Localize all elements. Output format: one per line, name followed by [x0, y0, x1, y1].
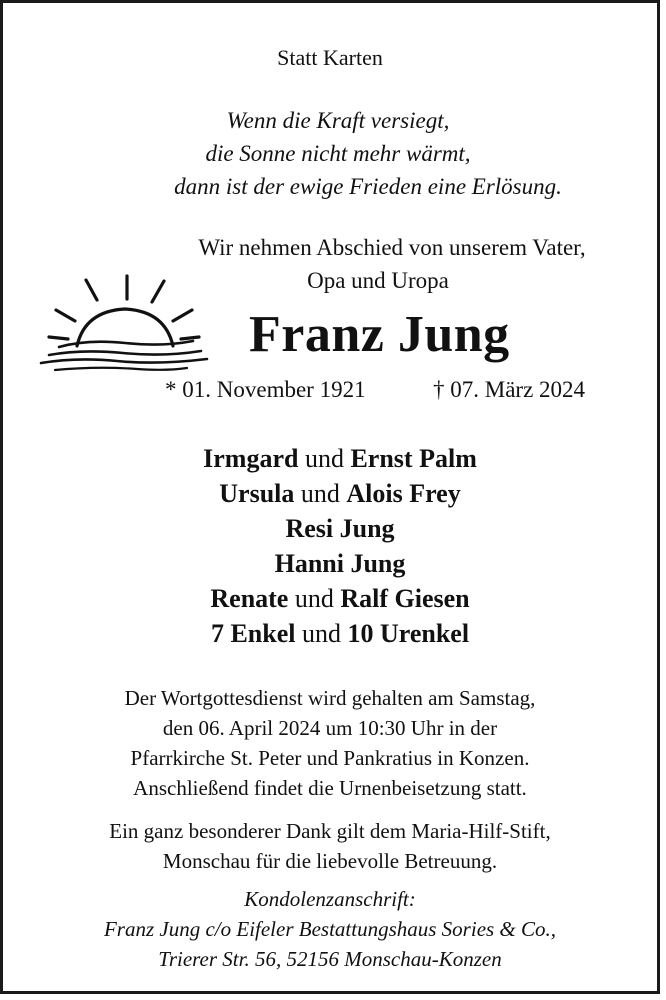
thanks-line-2: Monschau für die liebevolle Betreuung.: [162, 849, 498, 873]
service-line-1: Der Wortgottesdienst wird gehalten am Samstag,: [124, 686, 536, 710]
family-join: und: [294, 584, 334, 613]
family-line-5: [13, 581, 666, 616]
thanks-line-1: Ein ganz besonderer Dank gilt dem Maria-Hilf-Stift,: [109, 819, 551, 843]
condolence-address-1: Franz Jung c/o Eifeler Bestattungshaus Sories & Co.,: [103, 917, 557, 941]
family-name: Alois Frey: [346, 479, 461, 508]
intro-line-2: Opa und Uropa: [307, 268, 449, 293]
family-join: und: [301, 619, 341, 648]
family-line-3: [13, 511, 666, 546]
family-name: Resi Jung: [285, 514, 395, 543]
family-line-2: [13, 476, 666, 511]
death-date: † 07. März 2024: [433, 377, 586, 402]
poem-line-1: Wenn die Kraft versiegt,: [226, 108, 450, 133]
poem-line-3: dann ist der ewige Frieden eine Erlösung.: [174, 174, 562, 199]
family-name: Ursula: [219, 479, 295, 508]
family-name: Ernst Palm: [350, 444, 477, 473]
header-text: Statt Karten: [277, 45, 383, 70]
birth-date: * 01. November 1921: [165, 377, 366, 402]
poem-line-2: die Sonne nicht mehr wärmt,: [205, 141, 471, 166]
family-join: und: [300, 479, 340, 508]
setting-sun-icon: [37, 271, 213, 375]
family-name: Ralf Giesen: [340, 584, 470, 613]
condolence-label: Kondolenzanschrift:: [244, 887, 416, 911]
condolence-address-2: Trierer Str. 56, 52156 Monschau-Konzen: [158, 947, 502, 971]
family-line-4: [13, 546, 666, 581]
family-name: Hanni Jung: [274, 549, 406, 578]
family-name: 10 Urenkel: [347, 619, 470, 648]
deceased-name: Franz Jung: [249, 306, 510, 363]
intro-line-1: Wir nehmen Abschied von unserem Vater,: [198, 235, 586, 260]
service-line-3: Pfarrkirche St. Peter und Pankratius in Konzen.: [130, 746, 530, 770]
family-name: Irmgard: [203, 444, 299, 473]
service-line-4: Anschließend findet die Urnenbeisetzung statt.: [133, 776, 527, 800]
family-line-1: [13, 441, 666, 476]
family-name: Renate: [210, 584, 289, 613]
family-join: und: [304, 444, 344, 473]
family-name: 7 Enkel: [210, 619, 296, 648]
family-line-6: [13, 616, 666, 651]
service-line-2: den 06. April 2024 um 10:30 Uhr in der: [162, 716, 498, 740]
